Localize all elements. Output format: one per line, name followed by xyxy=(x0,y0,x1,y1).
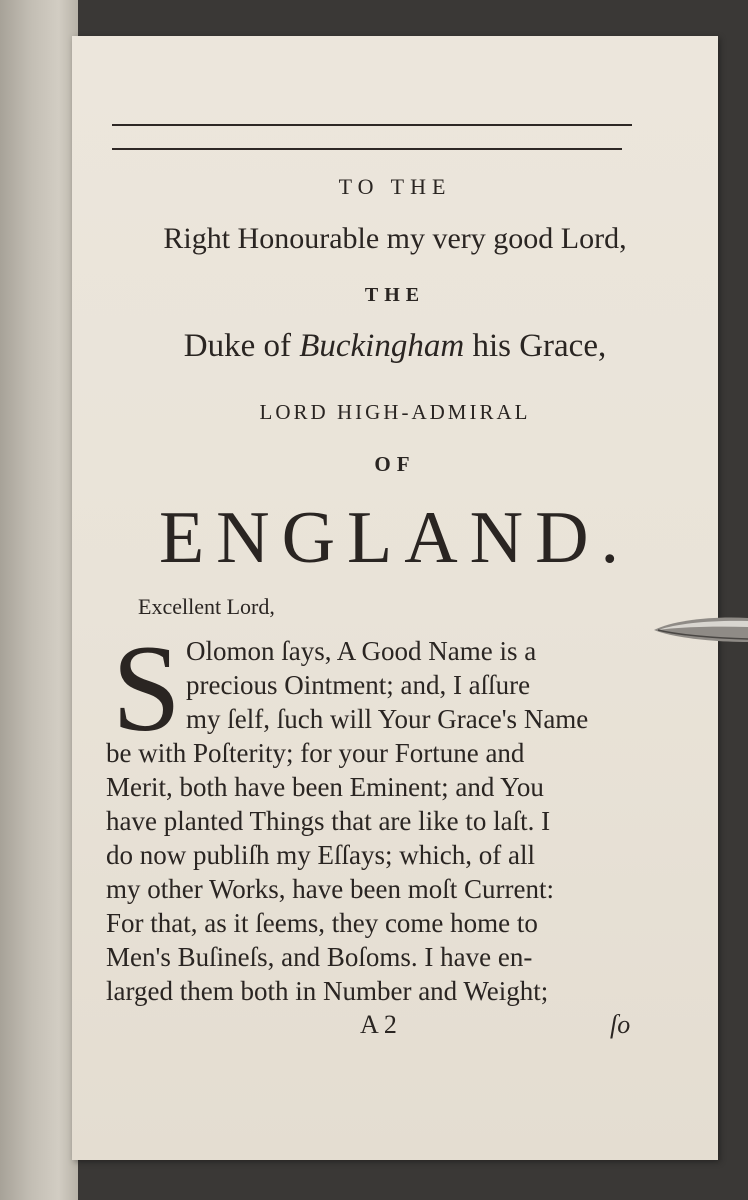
dedication-to-the: TO THE xyxy=(338,174,452,199)
facing-page-edge xyxy=(0,0,78,1200)
catchword: ſo xyxy=(610,1010,631,1039)
body-line: precious Ointment; and, I aſſure xyxy=(186,670,531,700)
duke-name: Buckingham xyxy=(299,328,465,364)
body-line: be with Poſterity; for your Fortune and xyxy=(106,738,525,768)
body-line: Olomon ſays, A Good Name is a xyxy=(186,636,537,666)
body-line: Merit, both have been Eminent; and You xyxy=(106,772,544,802)
body-line: For that, as it ſeems, they come home to xyxy=(106,908,538,938)
dedication-addressee: Right Honourable my very good Lord, xyxy=(163,222,627,255)
dedication-england: ENGLAND. xyxy=(158,497,632,579)
duke-of: Duke of xyxy=(183,328,300,364)
dedication-duke-line xyxy=(72,328,718,365)
body-line: have planted Things that are like to laſt. I xyxy=(106,806,551,836)
body-line: my other Works, have been moſt Current: xyxy=(106,874,554,904)
his-grace: his Grace, xyxy=(464,328,607,364)
metal-pointer-icon xyxy=(654,614,748,644)
dedication-title: LORD HIGH-ADMIRAL xyxy=(259,400,531,424)
top-rule xyxy=(112,124,632,126)
drop-cap: S xyxy=(112,620,181,757)
body-line: larged them both in Number and Weight; xyxy=(106,976,549,1006)
book-page xyxy=(72,36,718,1160)
body-line: Men's Buſineſs, and Boſoms. I have en- xyxy=(106,942,533,972)
signature-mark: A 2 xyxy=(360,1010,397,1039)
dedication-of: OF xyxy=(374,452,416,476)
body-line: do now publiſh my Eſſays; which, of all xyxy=(106,840,535,870)
top-double-rule xyxy=(112,148,622,150)
salutation: Excellent Lord, xyxy=(138,594,275,619)
body-line: my ſelf, ſuch will Your Grace's Name xyxy=(186,704,589,734)
dedication-the: THE xyxy=(364,284,426,306)
